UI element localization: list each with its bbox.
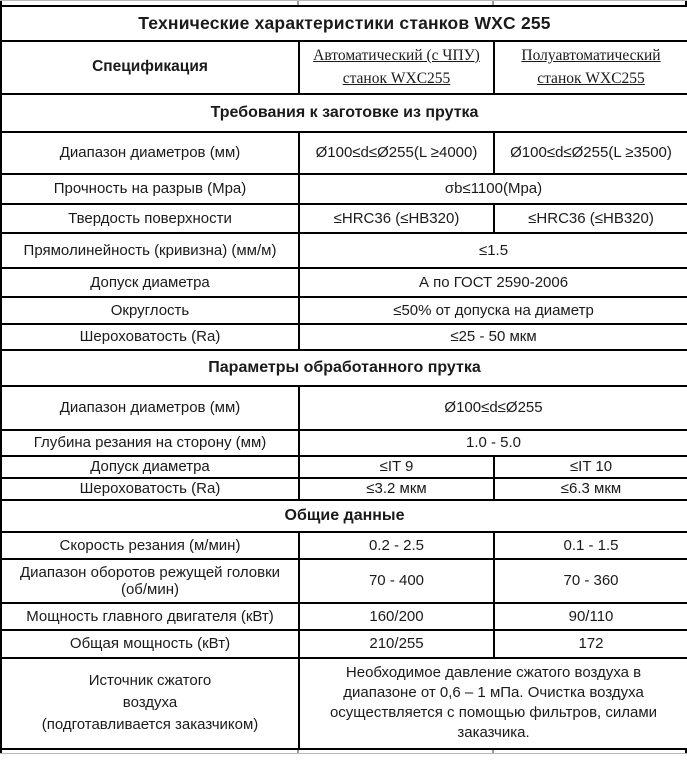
row-label: Округлость [1, 297, 299, 324]
column-border-fragment [297, 1, 299, 5]
table-row [1, 94, 687, 132]
row-label-line: Источник сжатого [88, 672, 212, 690]
row-label: Твердость поверхности [1, 204, 299, 233]
column-border-fragment [492, 1, 494, 5]
table-row [1, 430, 687, 456]
table-row [1, 41, 687, 94]
cell-value: Ø100≤d≤Ø255(L ≥4000) [299, 132, 494, 174]
column-header-machine-semiauto: Полуавтоматический станок WXC255 [494, 41, 687, 94]
table-row [1, 132, 687, 174]
cell-value: 90/110 [494, 603, 687, 630]
table-row [1, 500, 687, 532]
row-label: Прямолинейность (кривизна) (мм/м) [1, 233, 299, 268]
cell-value: 210/255 [299, 630, 494, 658]
cell-value: 0.2 - 2.5 [299, 532, 494, 559]
table-row [1, 174, 687, 204]
cell-value: А по ГОСТ 2590-2006 [299, 268, 687, 297]
table-row [1, 297, 687, 324]
row-label: Допуск диаметра [1, 456, 299, 478]
row-label: Диапазон оборотов режущей головки (об/мин) [1, 559, 299, 603]
table-row [1, 603, 687, 630]
section-heading-blank-requirements: Требования к заготовке из прутка [1, 94, 687, 132]
table-row [1, 324, 687, 350]
table-row [1, 478, 687, 500]
left-border-fragment [0, 1, 2, 5]
column-header-spec: Спецификация [1, 41, 299, 94]
table-title: Технические характеристики станков WXC 255 [1, 6, 687, 41]
cell-value: Ø100≤d≤Ø255(L ≥3500) [494, 132, 687, 174]
table-row [1, 559, 687, 603]
cell-value: ≤6.3 мкм [494, 478, 687, 500]
row-label: Шероховатость (Ra) [1, 324, 299, 350]
table-row [1, 268, 687, 297]
row-label: Диапазон диаметров (мм) [1, 132, 299, 174]
row-label: Глубина резания на сторону (мм) [1, 430, 299, 456]
cell-value: Ø100≤d≤Ø255 [299, 386, 687, 430]
cell-value: ≤IT 9 [299, 456, 494, 478]
cell-value: 0.1 - 1.5 [494, 532, 687, 559]
row-label: Допуск диаметра [1, 268, 299, 297]
cell-value: 172 [494, 630, 687, 658]
row-label: Общая мощность (кВт) [1, 630, 299, 658]
table-row [1, 630, 687, 658]
table-row [1, 532, 687, 559]
table-row [1, 658, 687, 749]
left-border-fragment [0, 750, 2, 753]
cell-value: 160/200 [299, 603, 494, 630]
section-heading-machined-bar: Параметры обработанного прутка [1, 350, 687, 386]
section-heading-general-data: Общие данные [1, 500, 687, 532]
row-label: Диапазон диаметров (мм) [1, 386, 299, 430]
table-row [1, 350, 687, 386]
cell-value: Необходимое давление сжатого воздуха в диапазоне от 0,6 – 1 мПа. Очистка воздуха осуществляется с помощью фильтров, силами заказчика. [299, 658, 687, 749]
column-header-machine-cnc: Автоматический (с ЧПУ) станок WXC255 [299, 41, 494, 94]
cell-value: ≤HRC36 (≤HB320) [299, 204, 494, 233]
table-row [1, 233, 687, 268]
table-row [1, 456, 687, 478]
cell-value: 70 - 360 [494, 559, 687, 603]
row-label: Скорость резания (м/мин) [1, 532, 299, 559]
table-row [1, 6, 687, 41]
column-border-fragment [297, 750, 299, 753]
row-label-line: (подготавливается заказчиком) [41, 715, 259, 733]
cell-value: ≤50% от допуска на диаметр [299, 297, 687, 324]
table-bottom-crop-strip [0, 750, 687, 754]
table-row [1, 204, 687, 233]
cell-value: 1.0 - 5.0 [299, 430, 687, 456]
table-row [1, 386, 687, 430]
cell-value: ≤HRC36 (≤HB320) [494, 204, 687, 233]
row-label-line: воздуха [122, 694, 178, 712]
cell-value: ≤25 - 50 мкм [299, 324, 687, 350]
table-top-crop-strip [0, 0, 687, 5]
row-label [1, 658, 299, 749]
specs-table [0, 5, 687, 750]
cell-value: ≤1.5 [299, 233, 687, 268]
cell-value: σb≤1100(Mpa) [299, 174, 687, 204]
cell-value: ≤IT 10 [494, 456, 687, 478]
row-label: Мощность главного двигателя (кВт) [1, 603, 299, 630]
cell-value: 70 - 400 [299, 559, 494, 603]
column-border-fragment [492, 750, 494, 753]
cell-value: ≤3.2 мкм [299, 478, 494, 500]
row-label: Шероховатость (Ra) [1, 478, 299, 500]
row-label: Прочность на разрыв (Mpa) [1, 174, 299, 204]
